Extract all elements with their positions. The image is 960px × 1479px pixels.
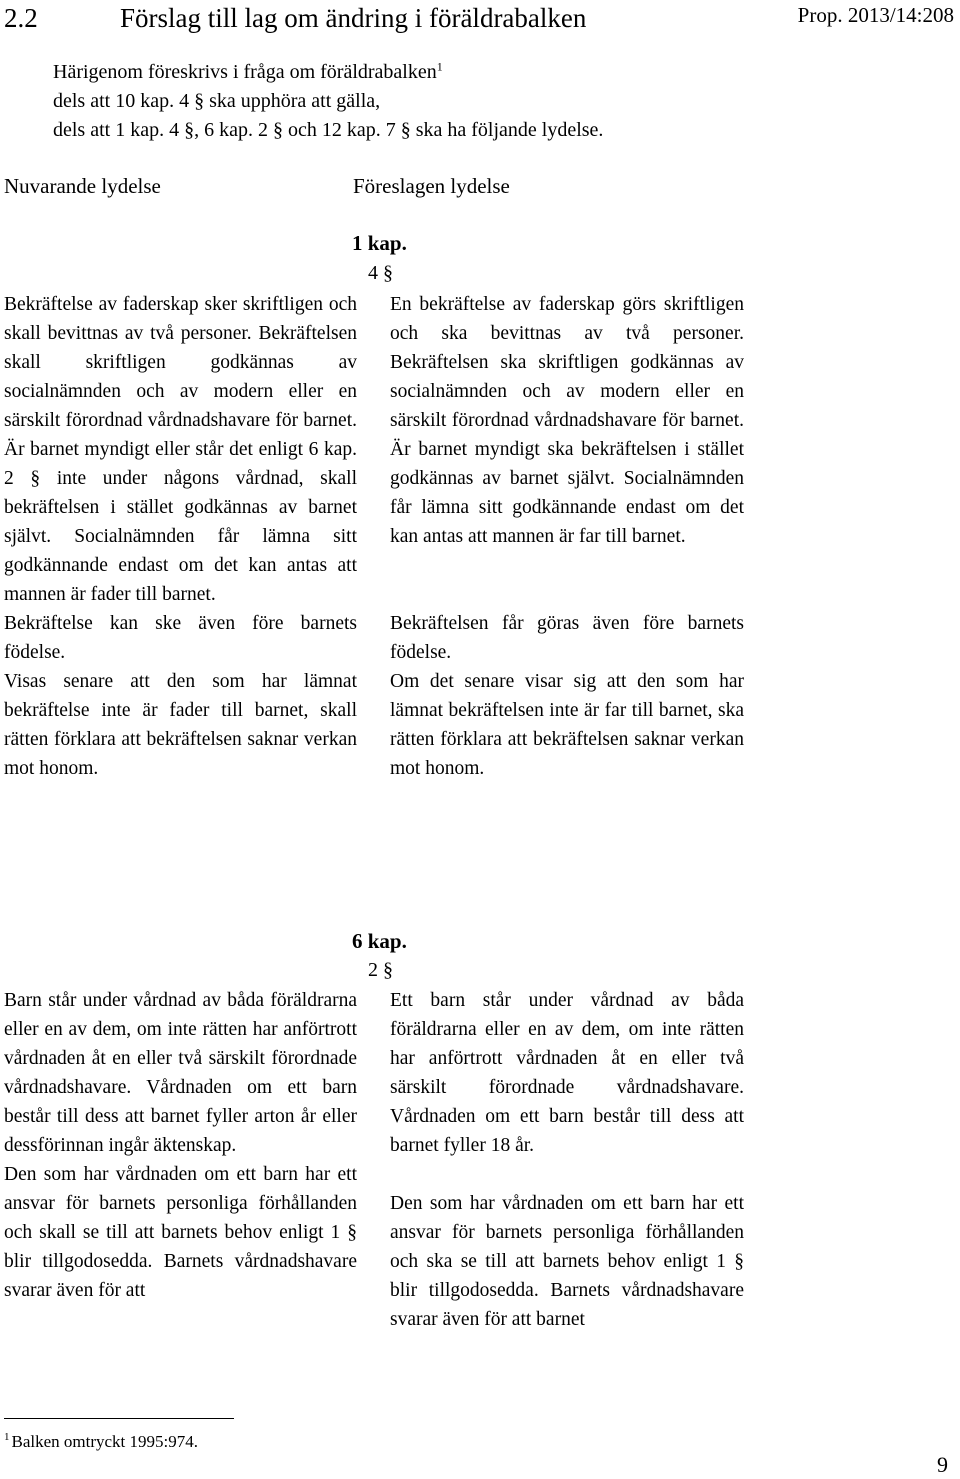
chapter-heading: 1 kap. [352, 231, 407, 255]
current-paragraph: Barn står under vårdnad av båda föräldrarna eller en av dem, om inte rätten har anförtrott vårdnaden åt en eller två särskilt förordnade vårdnadshavare. Vårdnaden om ett barn består till dess att barnet fyller arton år eller dessförinnan ingår äktenskap. [4, 990, 357, 1156]
proposed-text-column [390, 290, 744, 783]
intro-block [53, 58, 603, 145]
proposed-paragraph: Om det senare visar sig att den som har lämnat bekräftelsen inte är far till barnet, ska rätten förklara att bekräftelsen saknar verkan mot honom. [390, 671, 744, 779]
intro-line-3: dels att 1 kap. 4 §, 6 kap. 2 § och 12 kap. 7 § ska ha följande lydelse. [53, 119, 604, 141]
current-paragraph: Den som har vårdnaden om ett barn har ett ansvar för barnets personliga förhållanden och skall se till att barnets behov enligt 1 § blir tillgodosedda. Barnets vårdnadshavare svarar även för att [4, 1164, 357, 1301]
proposed-paragraph: En bekräftelse av faderskap görs skriftligen och ska bevittnas av två personer. Bekräftelsen ska skriftligen godkännas av socialnämnden och av modern eller en särskilt förordnad vårdnadshavare för barnet. Är barnet myndigt ska bekräftelsen i stället godkännas av barnet självt. Socialnämnden får lämna sitt godkännande endast om det kan antas att mannen är far till barnet. [390, 294, 744, 547]
intro-line-1: Härigenom föreskrivs i fråga om föräldrabalken$^1$ [53, 59, 443, 83]
footnote-number: 1 [4, 1431, 10, 1444]
proposed-text-column [390, 986, 744, 1334]
section-number: 2.2 [4, 3, 38, 33]
paragraph-heading: 2 § [368, 959, 393, 981]
current-paragraph: Bekräftelse kan ske även före barnets födelse. [4, 613, 357, 663]
footnote-text: Balken omtryckt 1995:974. [11, 1432, 199, 1451]
proposed-paragraph: Ett barn står under vårdnad av båda föräldrarna eller en av dem, om inte rätten har anförtrott vårdnaden åt en eller två särskilt förordnade vårdnadshavare. Vårdnaden om ett barn består till dess att barnet fyller 18 år. [390, 990, 744, 1156]
current-paragraph: Visas senare att den som har lämnat bekräftelse inte är fader till barnet, skall rätten förklara att bekräftelsen saknar verkan mot honom. [4, 671, 357, 779]
current-text-column [4, 986, 357, 1305]
current-text-column [4, 290, 357, 783]
chapter-heading: 6 kap. [352, 929, 407, 953]
proposed-paragraph: Bekräftelsen får göras även före barnets födelse. [390, 613, 744, 663]
footnote [4, 1432, 198, 1452]
current-paragraph: Bekräftelse av faderskap sker skriftligen och skall bevittnas av två personer. Bekräftelsen skall skriftligen godkännas av socialnämnden och av modern eller en särskilt förordnad vårdnadshavare för barnet. Är barnet myndigt eller står det enligt 6 kap. 2 § inte under någons vårdnad, skall bekräftelsen i stället godkännas av barnet självt. Socialnämnden får lämna sitt godkännande endast om det kan antas att mannen är fader till barnet. [4, 294, 357, 605]
current-wording-header: Nuvarande lydelse [4, 174, 161, 198]
section-title: Förslag till lag om ändring i föräldrabalken [120, 3, 587, 33]
paragraph-heading: 4 § [368, 262, 393, 284]
proposed-paragraph: Den som har vårdnaden om ett barn har ett ansvar för barnets personliga förhållanden och ska se till att barnets behov enligt 1 § blir tillgodosedda. Barnets vårdnadshavare svarar även för att barnet [390, 1193, 744, 1330]
footnote-divider [4, 1418, 234, 1419]
intro-line-2: dels att 10 kap. 4 § ska upphöra att gälla, [53, 90, 381, 112]
footnote-reference: 1 [436, 59, 443, 74]
proposed-wording-header: Föreslagen lydelse [353, 174, 510, 198]
page-number: 9 [937, 1452, 948, 1477]
prop-reference: Prop. 2013/14:208 [797, 3, 954, 27]
